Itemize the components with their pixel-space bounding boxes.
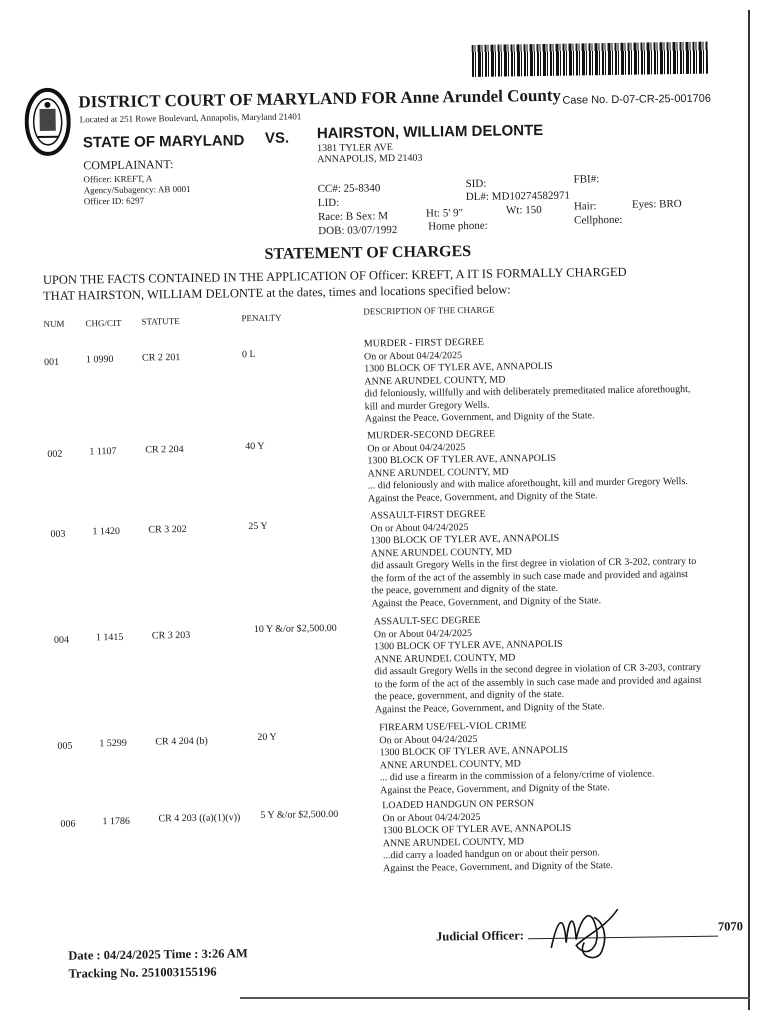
charge-description-line: the peace, government and dignity of the state. [371, 580, 731, 598]
charge-penalty: 20 Y [257, 732, 277, 743]
charge-statute: CR 2 201 [142, 352, 180, 364]
defendant-name: HAIRSTON, WILLIAM DELONTE [317, 122, 544, 142]
charge-description-line: MURDER-SECOND DEGREE [367, 425, 727, 443]
charge-description-line: 1300 BLOCK OF TYLER AVE, ANNAPOLIS [374, 636, 734, 654]
court-title: DISTRICT COURT OF MARYLAND FOR Anne Arundel County [78, 86, 561, 113]
drivers-license: DL#: MD10274582971 [466, 190, 570, 203]
charge-description-line: did assault Gregory Wells in the first degree in violation of CR 3-202, contrary to [371, 555, 731, 573]
charge-penalty: 5 Y &/or $2,500.00 [260, 809, 338, 821]
charge-description [367, 425, 728, 505]
charge-statute: CR 4 204 (b) [155, 736, 208, 748]
charge-description-line: ANNE ARUNDEL COUNTY, MD [380, 755, 740, 773]
charge-description-line: On or About 04/24/2025 [367, 438, 727, 456]
column-header-statute: STATUTE [141, 316, 179, 327]
charge-description-line: On or About 04/24/2025 [370, 518, 730, 536]
charge-description-line: On or About 04/24/2025 [382, 808, 742, 826]
case-number: Case No. D-07-CR-25-001706 [562, 93, 711, 107]
charge-description-line: Against the Peace, Government, and Dignity of the State. [368, 488, 728, 506]
charge-description-line: Against the Peace, Government, and Dignity of the State. [380, 780, 740, 798]
charge-penalty: 25 Y [248, 521, 268, 532]
judicial-officer-id: 7070 [718, 919, 743, 934]
charge-description-line: the form of the act of the assembly in such case made and provided and against [371, 568, 731, 586]
charge-description-line: Against the Peace, Government, and Dignity of the State. [371, 593, 731, 611]
charge-penalty: 40 Y [245, 441, 265, 452]
home-phone: Home phone: [428, 220, 488, 233]
cc-number: CC#: 25-8340 [318, 182, 381, 195]
charge-statute: CR 4 203 ((a)(1)(v)) [158, 812, 240, 824]
charge-description-line: ... did feloniously and with malice aforethought, kill and murder Gregory Wells. [368, 475, 728, 493]
charge-code: 1 1786 [102, 816, 130, 827]
charge-description-line: 1300 BLOCK OF TYLER AVE, ANNAPOLIS [367, 450, 727, 468]
charge-description-line: ASSAULT-SEC DEGREE [374, 611, 734, 629]
charge-description-line: ...did carry a loaded handgun on or about their person. [383, 845, 743, 863]
fbi-number: FBI#: [573, 173, 599, 185]
court-location: Located at 251 Rowe Boulevard, Annapolis, Maryland 21401 [80, 111, 302, 124]
charge-description-line: 1300 BLOCK OF TYLER AVE, ANNAPOLIS [379, 742, 739, 760]
barcode [472, 42, 708, 77]
charge-description-line: LOADED HANDGUN ON PERSON [382, 795, 742, 813]
charge-description-line: ANNE ARUNDEL COUNTY, MD [368, 463, 728, 481]
state-label: STATE OF MARYLAND [83, 132, 245, 151]
column-header-chg: CHG/CIT [85, 318, 121, 329]
charge-num: 004 [54, 635, 69, 646]
charge-description-line: ANNE ARUNDEL COUNTY, MD [371, 543, 731, 561]
versus-label: VS. [265, 130, 289, 147]
charge-description-line: MURDER - FIRST DEGREE [364, 333, 724, 351]
statement-title: STATEMENT OF CHARGES [264, 243, 471, 264]
charge-statute: CR 3 202 [148, 524, 186, 536]
tracking-number: Tracking No. 251003155196 [68, 965, 216, 982]
charge-description-line: FIREARM USE/FEL-VIOL CRIME [379, 717, 739, 735]
column-header-description: DESCRIPTION OF THE CHARGE [363, 305, 494, 317]
charge-description-line: On or About 04/24/2025 [364, 346, 724, 364]
weight: Wt: 150 [506, 204, 542, 216]
officer-agency: Agency/Subagency: AB 0001 [84, 184, 191, 195]
charge-code: 1 1415 [96, 632, 124, 643]
charge-description [382, 795, 743, 875]
defendant-address-line1: 1381 TYLER AVE [317, 142, 393, 154]
charge-description-line: Against the Peace, Government, and Dignity of the State. [365, 408, 725, 426]
charge-description-line: did feloniously, willfully and with deliberately premeditated malice aforethought, [364, 383, 724, 401]
charge-description [364, 333, 725, 426]
charge-code: 1 1107 [89, 446, 116, 457]
charge-num: 002 [47, 449, 62, 460]
sid: SID: [466, 178, 487, 190]
charge-penalty: 0 L [242, 349, 256, 360]
date-of-birth: DOB: 03/07/1992 [318, 224, 397, 237]
cellphone: Cellphone: [574, 214, 622, 227]
race-sex: Race: B Sex: M [318, 210, 388, 223]
charge-description-line: Against the Peace, Government, and Dignity of the State. [383, 858, 743, 876]
height: Ht: 5' 9" [426, 207, 463, 220]
charge-code: 1 5299 [99, 738, 127, 749]
charge-description-line: 1300 BLOCK OF TYLER AVE, ANNAPOLIS [370, 530, 730, 548]
lid: LID: [318, 197, 340, 209]
charge-description-line: ANNE ARUNDEL COUNTY, MD [374, 649, 734, 667]
charge-description-line: 1300 BLOCK OF TYLER AVE, ANNAPOLIS [383, 820, 743, 838]
charge-description-line: On or About 04/24/2025 [379, 730, 739, 748]
charge-description-line: On or About 04/24/2025 [374, 624, 734, 642]
column-header-num: NUM [43, 319, 64, 329]
preamble-line1: UPON THE FACTS CONTAINED IN THE APPLICATION OF Officer: KREFT, A IT IS FORMALLY CHARGED [43, 265, 627, 288]
charge-description-line: kill and murder Gregory Wells. [365, 396, 725, 414]
hair: Hair: [574, 200, 597, 212]
charge-description-line: ASSAULT-FIRST DEGREE [370, 505, 730, 523]
charge-num: 005 [57, 741, 72, 752]
charge-statute: CR 3 203 [152, 630, 190, 642]
judicial-officer-label: Judicial Officer: [436, 928, 524, 944]
court-seal-icon [24, 87, 71, 158]
charge-description [374, 611, 735, 716]
column-header-penalty: PENALTY [241, 313, 281, 324]
charge-description-line: the peace, government, and dignity of the state. [375, 686, 735, 704]
officer-name: Officer: KREFT, A [83, 173, 152, 184]
charge-num: 006 [60, 819, 75, 830]
charge-description [370, 505, 731, 610]
charge-description-line: Against the Peace, Government, and Dignity of the State. [375, 699, 735, 717]
charge-description-line: did assault Gregory Wells in the second degree in violation of CR 3-203, contrary [374, 661, 734, 679]
complainant-label: COMPLAINANT: [83, 157, 173, 173]
preamble-line2: THAT HAIRSTON, WILLIAM DELONTE at the dates, times and locations specified below: [43, 282, 511, 304]
officer-id: Officer ID: 6297 [84, 196, 144, 207]
charge-description-line: to the form of the act of the assembly in such case made and provided and against [374, 674, 734, 692]
charge-description [379, 717, 740, 797]
charge-description-line: 1300 BLOCK OF TYLER AVE, ANNAPOLIS [364, 358, 724, 376]
charge-description-line: ... did use a firearm in the commission of a felony/crime of violence. [380, 767, 740, 785]
charge-num: 001 [44, 357, 59, 368]
charge-statute: CR 2 204 [145, 444, 183, 456]
date-time: Date : 04/24/2025 Time : 3:26 AM [68, 946, 248, 964]
charge-code: 1 0990 [86, 354, 114, 365]
charge-num: 003 [50, 529, 65, 540]
charge-code: 1 1420 [92, 526, 120, 537]
eyes: Eyes: BRO [632, 198, 682, 211]
charge-description-line: ANNE ARUNDEL COUNTY, MD [364, 371, 724, 389]
signature-icon [546, 897, 627, 968]
charge-penalty: 10 Y &/or $2,500.00 [254, 623, 337, 635]
defendant-address-line2: ANNAPOLIS, MD 21403 [317, 153, 422, 165]
charge-description-line: ANNE ARUNDEL COUNTY, MD [383, 833, 743, 851]
